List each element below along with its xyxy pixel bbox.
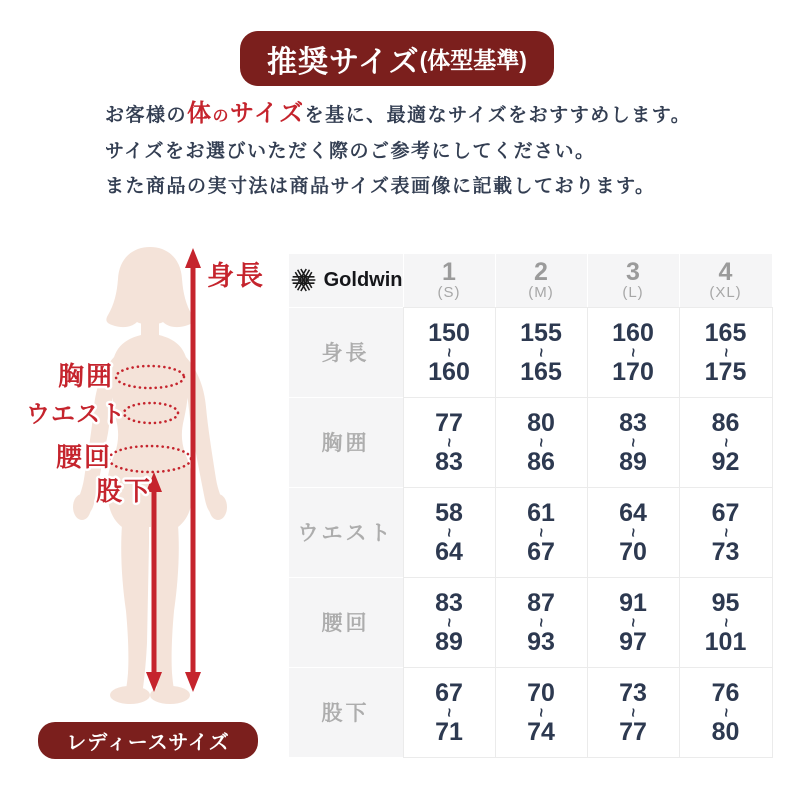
range-max: 175 [704, 357, 747, 386]
size-range-cell [587, 487, 680, 578]
intro-line1-em2: の [212, 108, 231, 125]
range-min: 160 [612, 318, 654, 347]
size-range-cell [587, 667, 680, 758]
range-tilde: ~ [717, 437, 734, 447]
range-max: 71 [435, 717, 463, 746]
chest-label: 胸囲 [58, 361, 115, 391]
range-min: 87 [527, 588, 555, 617]
range-tilde: ~ [624, 617, 642, 627]
size-range-cell [403, 667, 496, 758]
size-range-cell [587, 307, 680, 398]
range-max: 92 [711, 447, 740, 476]
range-min: 165 [704, 318, 747, 347]
brand-name: Goldwin [323, 268, 403, 291]
column-size-code: (XL) [709, 284, 742, 302]
range-min: 76 [711, 678, 740, 707]
row-label: 身長 [288, 307, 404, 398]
range-min: 83 [435, 588, 463, 617]
size-range-cell [495, 667, 588, 758]
range-tilde: ~ [532, 437, 550, 447]
range-min: 91 [619, 588, 647, 617]
range-tilde: ~ [532, 707, 550, 717]
range-max: 73 [711, 537, 740, 566]
range-tilde: ~ [624, 527, 642, 537]
range-min: 155 [520, 318, 562, 347]
range-max: 80 [711, 717, 740, 746]
intro-line1-pre: お客様の [105, 105, 188, 126]
column-number: 3 [626, 258, 640, 286]
range-min: 80 [527, 408, 555, 437]
range-max: 64 [435, 537, 463, 566]
size-range-cell [403, 307, 496, 398]
size-range-cell [495, 397, 588, 488]
range-max: 86 [527, 447, 555, 476]
size-range-cell [587, 577, 680, 668]
size-range-cell [587, 397, 680, 488]
size-range-cell [495, 307, 588, 398]
intro-line1-em3: サイズ [230, 100, 305, 127]
range-tilde: ~ [532, 347, 550, 357]
page-title [240, 31, 554, 86]
range-tilde: ~ [717, 347, 734, 357]
range-max: 83 [435, 447, 463, 476]
range-min: 64 [619, 498, 647, 527]
range-max: 77 [619, 717, 647, 746]
range-max: 89 [619, 447, 647, 476]
range-tilde: ~ [440, 527, 458, 537]
female-silhouette-icon [20, 243, 270, 721]
range-min: 83 [619, 408, 647, 437]
column-number: 2 [534, 258, 548, 286]
size-range-cell [403, 397, 496, 488]
range-tilde: ~ [717, 527, 734, 537]
range-tilde: ~ [624, 347, 642, 357]
range-max: 170 [612, 357, 654, 386]
intro-line-1 [105, 96, 745, 134]
range-tilde: ~ [624, 707, 642, 717]
column-number: 1 [442, 258, 456, 286]
intro-line-2: サイズをお選びいただく際のご参考にしてください。 [105, 141, 596, 162]
inseam-label: 股下 [96, 476, 153, 506]
range-tilde: ~ [717, 707, 734, 717]
column-header [403, 253, 496, 308]
size-range-cell [679, 577, 773, 668]
ladies-size-badge: レディースサイズ [38, 722, 258, 759]
range-max: 74 [527, 717, 555, 746]
row-label: ウエスト [288, 487, 404, 578]
range-min: 61 [527, 498, 555, 527]
size-range-cell [679, 397, 773, 488]
range-tilde: ~ [440, 347, 458, 357]
range-min: 70 [527, 678, 555, 707]
range-min: 67 [711, 498, 740, 527]
column-header [587, 253, 680, 308]
range-max: 93 [527, 627, 555, 656]
page-title-main: 推奨サイズ [267, 45, 420, 79]
range-min: 67 [435, 678, 463, 707]
goldwin-snowflake-icon [289, 265, 318, 295]
size-range-cell [403, 577, 496, 668]
range-max: 97 [619, 627, 647, 656]
page-title-sub: (体型基準) [419, 47, 527, 73]
range-max: 101 [704, 627, 747, 656]
range-max: 165 [520, 357, 562, 386]
size-range-cell [679, 487, 773, 578]
range-tilde: ~ [624, 437, 642, 447]
body-measurement-diagram [20, 243, 270, 721]
range-tilde: ~ [440, 437, 458, 447]
size-range-cell [495, 577, 588, 668]
range-tilde: ~ [440, 707, 458, 717]
size-range-cell [679, 667, 773, 758]
range-min: 73 [619, 678, 647, 707]
waist-label: ウエスト [26, 401, 126, 428]
intro-line1-em1: 体 [187, 100, 213, 127]
range-min: 86 [711, 408, 740, 437]
height-label: 身長 [207, 261, 265, 291]
size-range-cell [495, 487, 588, 578]
intro-line1-post: を基に、最適なサイズをおすすめします。 [304, 105, 692, 126]
column-header [495, 253, 588, 308]
column-size-code: (L) [622, 284, 644, 302]
intro-text [105, 96, 745, 204]
range-max: 70 [619, 537, 647, 566]
range-min: 77 [435, 408, 463, 437]
row-label: 腰回 [288, 577, 404, 668]
range-tilde: ~ [440, 617, 458, 627]
range-min: 95 [711, 588, 740, 617]
column-number: 4 [718, 258, 733, 286]
column-size-code: (M) [528, 284, 554, 302]
row-label: 胸囲 [288, 397, 404, 488]
size-range-cell [679, 307, 773, 398]
hip-label: 腰回 [56, 442, 113, 472]
range-tilde: ~ [532, 617, 550, 627]
range-max: 160 [428, 357, 470, 386]
range-min: 150 [428, 318, 470, 347]
column-header [679, 253, 773, 308]
brand-cell [288, 253, 404, 308]
size-table [288, 253, 772, 757]
range-min: 58 [435, 498, 463, 527]
range-tilde: ~ [717, 617, 734, 627]
range-max: 89 [435, 627, 463, 656]
size-range-cell [403, 487, 496, 578]
range-tilde: ~ [532, 527, 550, 537]
intro-line-3: また商品の実寸法は商品サイズ表画像に記載しております。 [105, 176, 656, 197]
row-label: 股下 [288, 667, 404, 758]
column-size-code: (S) [437, 284, 461, 302]
range-max: 67 [527, 537, 555, 566]
